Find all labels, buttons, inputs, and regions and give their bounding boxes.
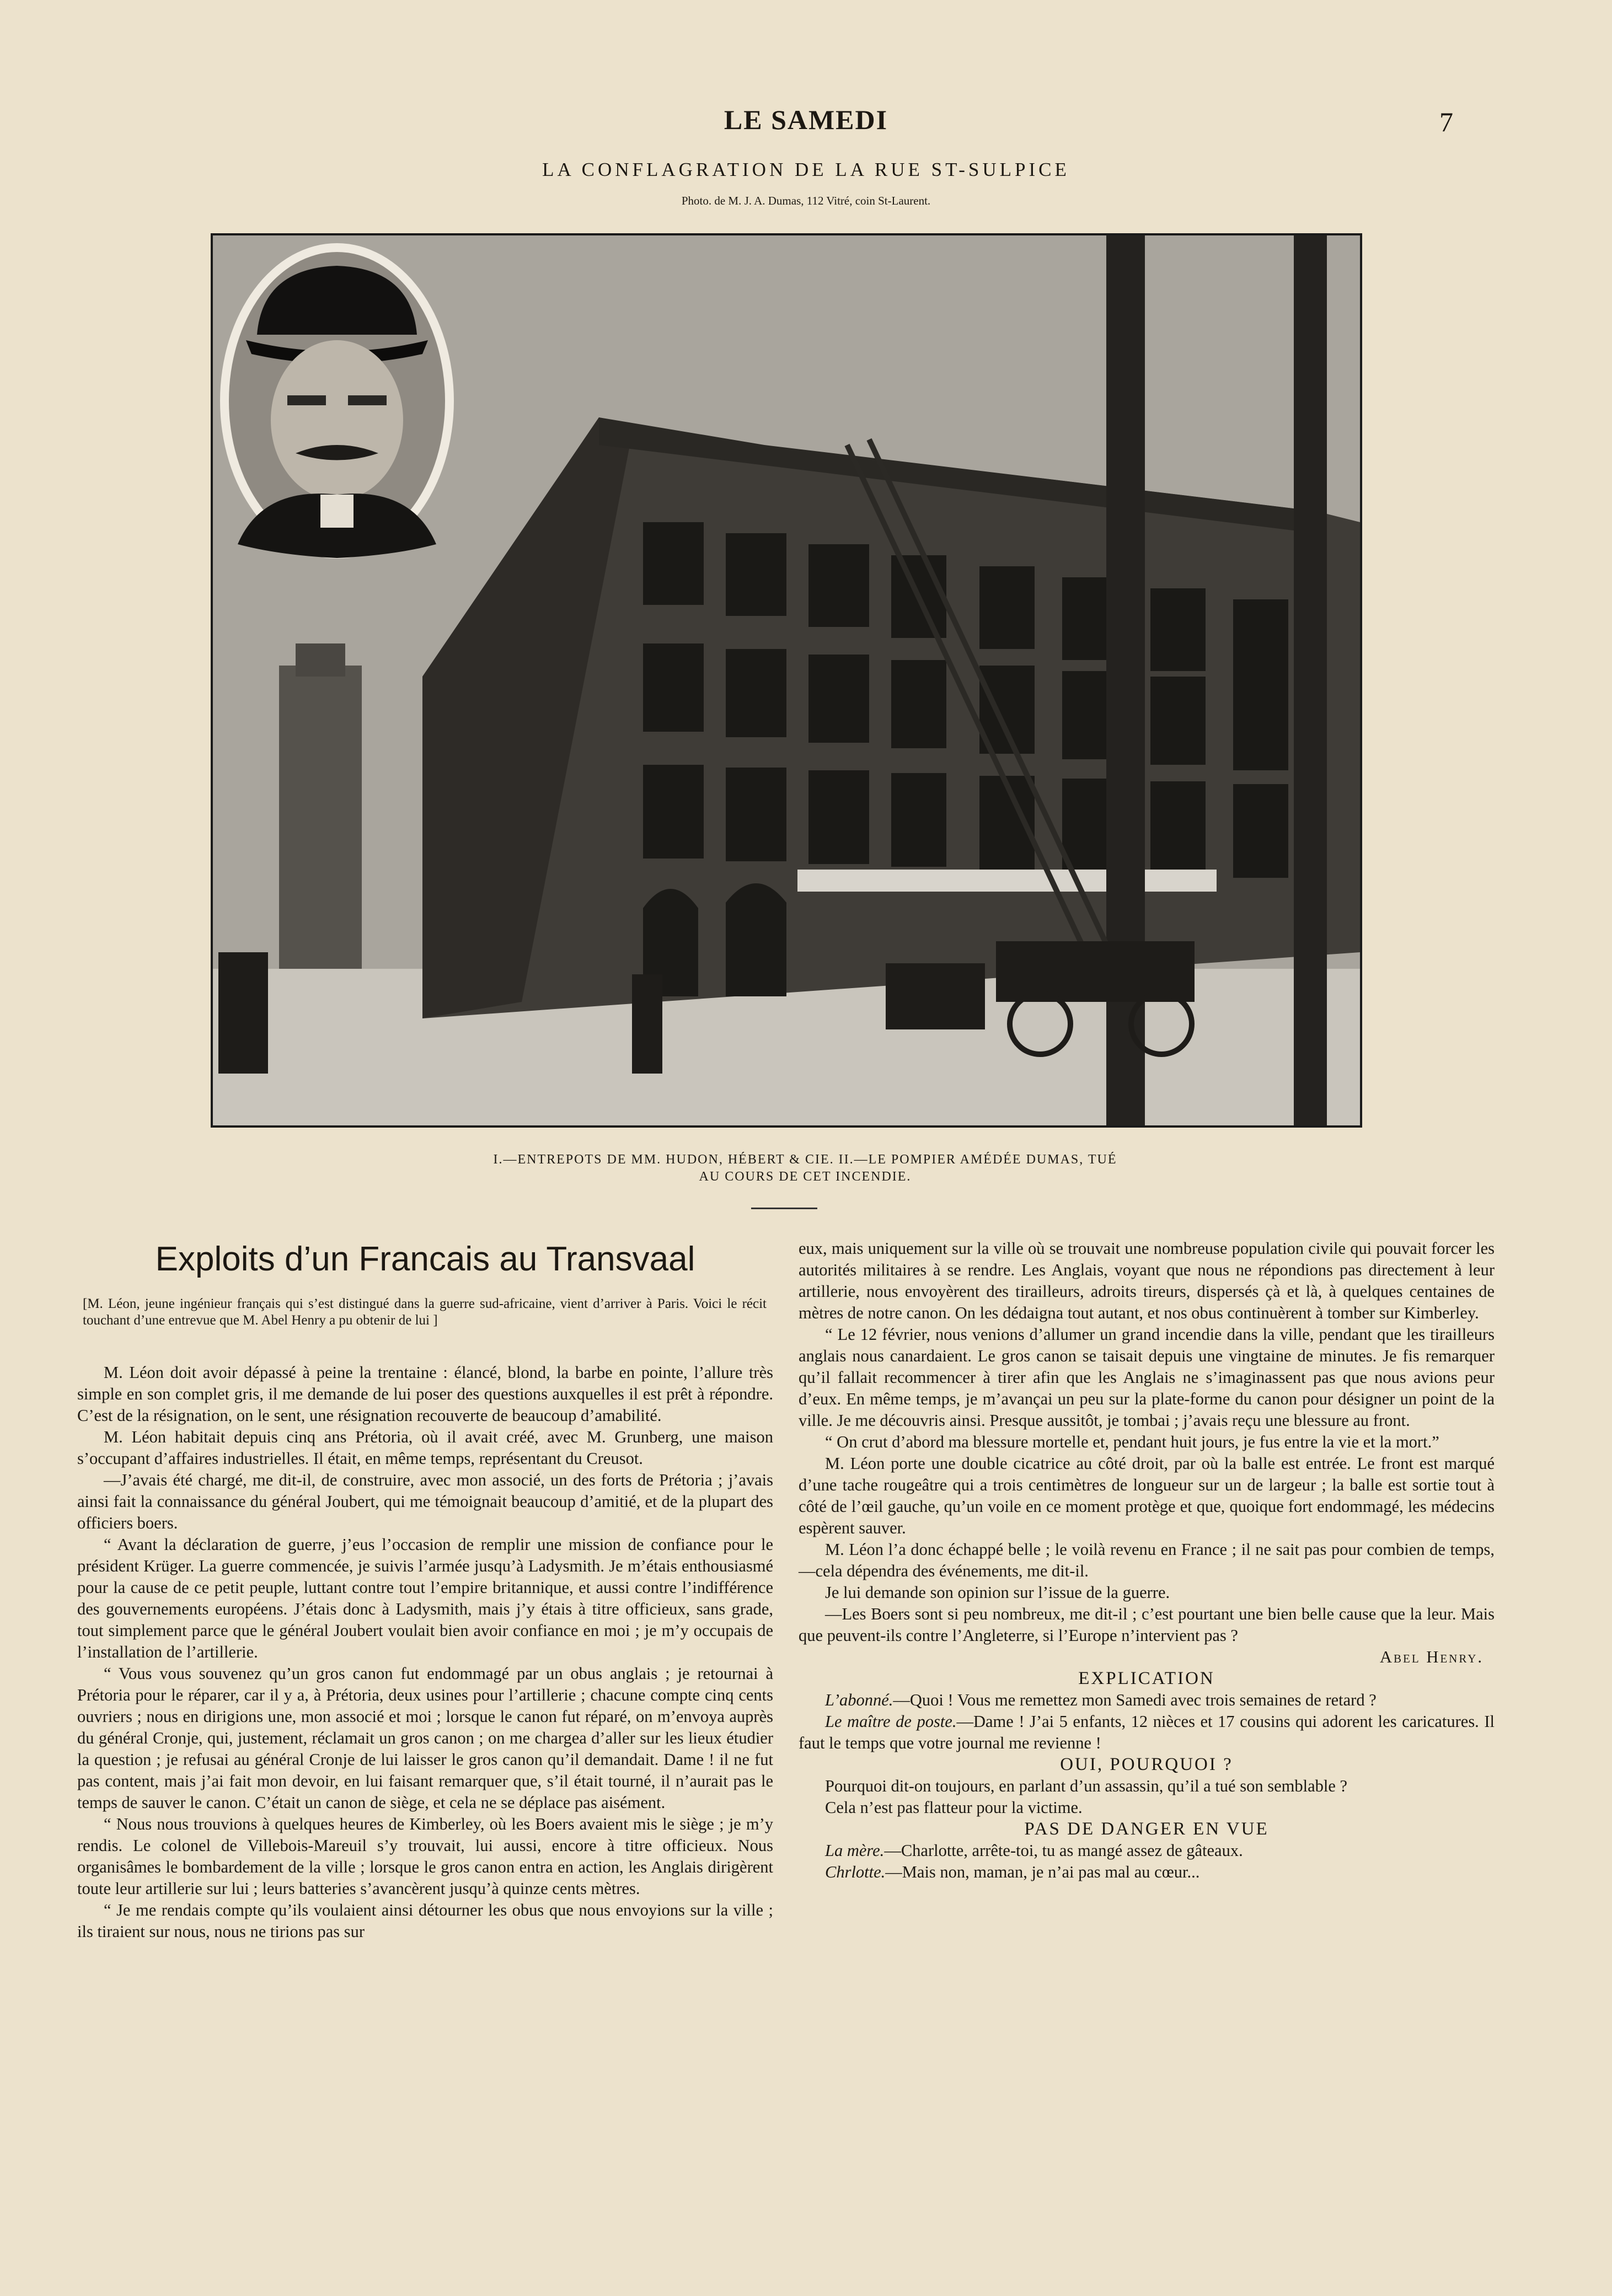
joke-title: PAS DE DANGER EN VUE [1024, 1819, 1269, 1839]
photo-credit: Photo. de M. J. A. Dumas, 112 Vitré, coin St-Laurent. [681, 194, 931, 207]
author-signature: Abel Henry. [1380, 1648, 1484, 1666]
section-divider [751, 1208, 817, 1209]
paragraph: M. Léon l’a donc échappé belle ; le voilà revenu en France ; il ne sait pas pour combien de temps,—cela dépendra des événements, me dit-il. [799, 1540, 1495, 1580]
photo-caption [309, 1151, 1302, 1185]
speaker: L’abonné. [825, 1691, 893, 1709]
article-intro: [M. Léon, jeune ingénieur français qui s’est distingué dans la guerre sud-africaine, vient d’arriver à Paris. Voici le récit touchant d’une entrevue que M. Abel Henry a pu obtenir de lui ] [83, 1296, 767, 1328]
joke-line [799, 1840, 1495, 1862]
line-text: —Charlotte, arrête-toi, tu as mangé assez de gâteaux. [884, 1841, 1243, 1860]
speaker: Chrlotte. [825, 1863, 886, 1881]
joke-line [799, 1775, 1495, 1797]
article-column-2 [799, 1238, 1495, 1883]
paragraph: M. Léon doit avoir dépassé à peine la trentaine : élancé, blond, la barbe en pointe, l’allure très simple en son complet gris, il me demande de lui poser des questions auxquelles il est prêt à répondre. C’est de la résignation, on le sent, une résignation recouverte de beaucoup d’amabilité. [77, 1363, 773, 1425]
article-title: Exploits d’un Francais au Transvaal [155, 1240, 695, 1278]
line-text: —Quoi ! Vous me remettez mon Samedi avec trois semaines de retard ? [893, 1691, 1377, 1709]
joke-oui-pourquoi [799, 1754, 1495, 1818]
joke-pas-de-danger [799, 1818, 1495, 1883]
caption-line-2: AU COURS DE CET INCENDIE. [699, 1170, 912, 1184]
paragraph: “ Vous vous souvenez qu’un gros canon fut endommagé par un obus anglais ; je retournai à Prétoria pour le réparer, car il y a, à Prétoria, deux usines pour l’artillerie ; chacune compte cinq cents ouvriers ; nous en dirigions une, mon associé et moi ; lorsque le canon fut réparé, on m’envoya auprès du général Cronje, qui, justement, réclamait un gros canon ; on me chargea d’aller sur les lieux étudier la question ; je refusai au général Cronje de lui laisser le gros canon qu’il demandait. Dame ! il ne fut pas content, mais j’ai fait mon devoir, en lui faisant remarquer que, s’il était tourné, il n’aurait pas le temps de sauver le canon. C’était un canon de siège, et cela ne se déplace pas aisément. [77, 1664, 773, 1812]
paragraph: “ Avant la déclaration de guerre, j’eus l’occasion de remplir une mission de confiance pour le président Krüger. La guerre commencée, je suivis l’armée jusqu’à Ladysmith. Je m’étais enthousiasmé pour la cause de ce petit peuple, luttant contre tout l’empire britannique, et aussi contre l’indifférence des gouvernements européens. J’étais donc à Ladysmith, mais j’y étais à titre officieux, sans grade, tout simplement parce que le général Joubert voulait bien avoir confiance en moi ; je m’y occupais de l’installation de l’artillerie. [77, 1535, 773, 1661]
paragraph: “ On crut d’abord ma blessure mortelle et, pendant huit jours, je fus entre la vie et la mort.” [825, 1433, 1439, 1451]
joke-line [799, 1711, 1495, 1754]
speaker: Le maître de poste. [825, 1712, 957, 1731]
paragraph: Je lui demande son opinion sur l’issue de la guerre. [825, 1583, 1170, 1602]
paragraph: “ Le 12 février, nous venions d’allumer un grand incendie dans la ville, pendant que les tirailleurs anglais nous canardaient. Le gros canon se taisait depuis une vingtaine de minutes. Je fis remarquer qu’il fallait recommencer à tirer afin que les Anglais ne s’imaginassent pas que nous avions peur d’eux. En même temps, je m’avançai un peu sur la plate-forme du canon pour désigner un point de la ville. Je me découvris ainsi. Presque aussitôt, je tombai ; j’avais reçu une blessure au front. [799, 1325, 1495, 1430]
joke-explication [799, 1668, 1495, 1754]
photo-title: LA CONFLAGRATION DE LA RUE ST-SULPICE [542, 159, 1070, 180]
joke-line [799, 1797, 1495, 1818]
line-text: Cela n’est pas flatteur pour la victime. [825, 1798, 1083, 1817]
paragraph: —Les Boers sont si peu nombreux, me dit-il ; c’est pourtant une bien belle cause que la leur. Mais que peuvent-ils contre l’Angleterre, si l’Europe n’intervient pas ? [799, 1605, 1495, 1645]
joke-title: EXPLICATION [1078, 1669, 1215, 1688]
line-text: —Mais non, maman, je n’ai pas mal au cœur... [885, 1863, 1200, 1881]
page-number: 7 [1439, 106, 1453, 137]
paragraph: M. Léon habitait depuis cinq ans Prétoria, où il avait créé, avec M. Grunberg, une maison s’occupant d’affaires industrielles. Il était, en même temps, représentant du Creusot. [77, 1428, 773, 1468]
newspaper-title: LE SAMEDI [724, 104, 888, 135]
paragraph: “ Je me rendais compte qu’ils voulaient ainsi détourner les obus que nous envoyions sur la ville ; ils tiraient sur nous, nous ne tirions pas sur [77, 1901, 773, 1941]
joke-title: OUI, POURQUOI ? [1060, 1755, 1233, 1774]
joke-line [799, 1689, 1495, 1711]
line-text: Pourquoi dit-on toujours, en parlant d’un assassin, qu’il a tué son semblable ? [825, 1777, 1348, 1795]
speaker: La mère. [825, 1841, 885, 1860]
paragraph: M. Léon porte une double cicatrice au côté droit, par où la balle est entrée. Le front est marqué d’une tache rougeâtre qui a trois centimètres de longueur sur un de largeur ; la balle est sortie tout à côté de l’œil gauche, qu’un voile en ce moment protège et que, quoique fort endommagé, les médecins espèrent sauver. [799, 1454, 1495, 1537]
paragraph: —J’avais été chargé, me dit-il, de construire, avec mon associé, un des forts de Prétoria ; j’avais ainsi fait la connaissance du général Joubert, qui me témoignait beaucoup d’amitié, et de la plupart des officiers boers. [77, 1471, 773, 1532]
paragraph: “ Nous nous trouvions à quelques heures de Kimberley, où les Boers avaient mis le siège ; je m’y rendis. Le colonel de Villebois-Mareuil s’y trouvait, lui aussi, encore à titre officieux. Nous organisâmes le bombardement de la ville ; lorsque le gros canon entra en action, les Anglais dirigèrent toute leur artillerie sur lui ; leurs batteries s’avancèrent jusqu’à quinze cents mètres. [77, 1815, 773, 1898]
line-text: —Dame ! J’ai 5 enfants, 12 nièces et 17 cousins qui adorent les caricatures. Il faut le temps que votre journal me revienne ! [799, 1712, 1495, 1752]
fire-photograph [211, 233, 1362, 1128]
caption-line-1: I.—ENTREPOTS DE MM. HUDON, HÉBERT & CIE. II.—LE POMPIER AMÉDÉE DUMAS, TUÉ [493, 1152, 1117, 1167]
joke-line [799, 1862, 1495, 1883]
article-column-1 [77, 1362, 773, 1943]
paragraph: eux, mais uniquement sur la ville où se trouvait une nombreuse population civile qui pouvait forcer les autorités militaires à se rendre. Les Anglais, voyant que nous ne répondions pas directement à leur artillerie, nous envoyèrent des tirailleurs, adroits tireurs, dispersés çà et là, à quelques centaines de mètres de notre canon. On les dédaigna tout autant, et nos obus continuèrent à tomber sur Kimberley. [799, 1239, 1495, 1322]
